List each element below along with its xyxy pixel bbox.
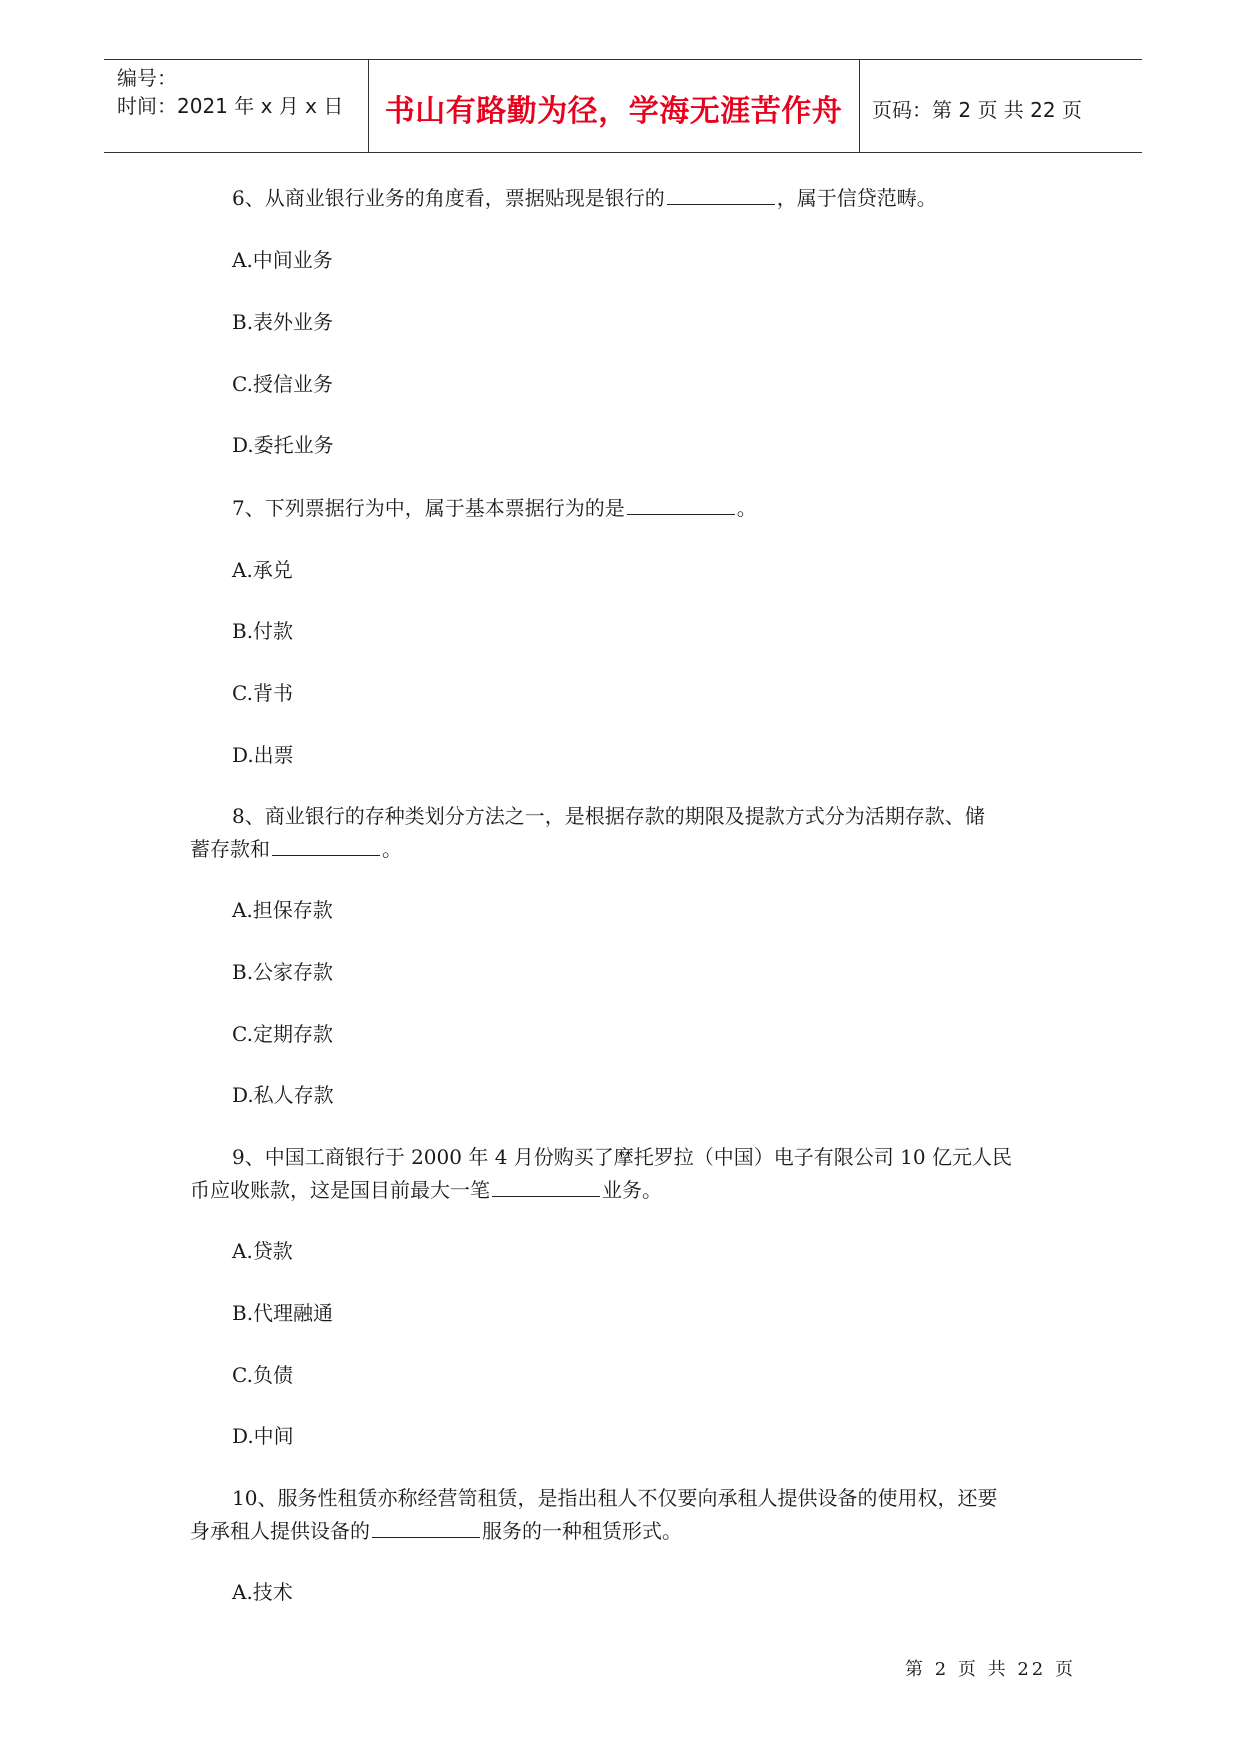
question-8-option-b: B.公家存款 <box>232 960 334 984</box>
question-10-stem-line1: 10、服务性租赁亦称经营笥租赁，是指出租人不仅要向承租人提供设备的使用权，还要 <box>232 1486 998 1510</box>
question-7-option-d: D.出票 <box>232 743 294 767</box>
header-top-rule <box>104 59 1142 60</box>
answer-blank <box>372 1519 480 1538</box>
question-7-stem: 7、下列票据行为中，属于基本票据行为的是 。 <box>232 496 757 520</box>
header-page-label: 页码：第 2 页 共 22 页 <box>872 98 1082 122</box>
question-8-option-a: A.担保存款 <box>232 898 333 922</box>
answer-blank <box>492 1178 600 1197</box>
question-9-stem-line1: 9、中国工商银行于 2000 年 4 月份购买了摩托罗拉（中国）电子有限公司 10 亿元人民 <box>232 1145 1012 1169</box>
question-6-option-b: B.表外业务 <box>232 310 334 334</box>
question-7-option-a: A.承兑 <box>232 558 293 582</box>
question-9-option-b: B.代理融通 <box>232 1301 334 1325</box>
question-10-option-a: A.技术 <box>232 1580 293 1604</box>
footer-page-number: 第 2 页 共 22 页 <box>905 1659 1076 1680</box>
header-time-label: 时间：2021 年 x 月 x 日 <box>117 94 344 118</box>
header-bottom-rule <box>104 152 1142 153</box>
header-divider-right <box>859 59 860 152</box>
question-8-stem-line2: 蓄存款和 。 <box>190 837 402 861</box>
question-6-option-d: D.委托业务 <box>232 433 334 457</box>
question-6-option-c: C.授信业务 <box>232 372 333 396</box>
question-10-stem-line2: 身承租人提供设备的 服务的一种租赁形式。 <box>190 1519 682 1543</box>
question-8-stem-line1: 8、商业银行的存种类划分方法之一，是根据存款的期限及提款方式分为活期存款、储 <box>232 804 985 828</box>
answer-blank <box>627 496 735 515</box>
question-9-option-a: A.贷款 <box>232 1239 293 1263</box>
question-7-option-c: C.背书 <box>232 681 293 705</box>
question-7-option-b: B.付款 <box>232 619 294 643</box>
answer-blank <box>667 186 775 205</box>
question-9-option-d: D.中间 <box>232 1424 294 1448</box>
header-motto: 书山有路勤为径，学海无涯苦作舟 <box>384 94 843 129</box>
question-8-option-d: D.私人存款 <box>232 1083 334 1107</box>
question-9-option-c: C.负债 <box>232 1363 293 1387</box>
question-6-stem: 6、从商业银行业务的角度看，票据贴现是银行的 ，属于信贷范畴。 <box>232 186 937 210</box>
answer-blank <box>272 837 380 856</box>
header-number-label: 编号： <box>117 66 177 90</box>
question-6-option-a: A.中间业务 <box>232 248 333 272</box>
question-9-stem-line2: 币应收账款，这是国目前最大一笔 业务。 <box>190 1178 662 1202</box>
question-8-option-c: C.定期存款 <box>232 1022 333 1046</box>
